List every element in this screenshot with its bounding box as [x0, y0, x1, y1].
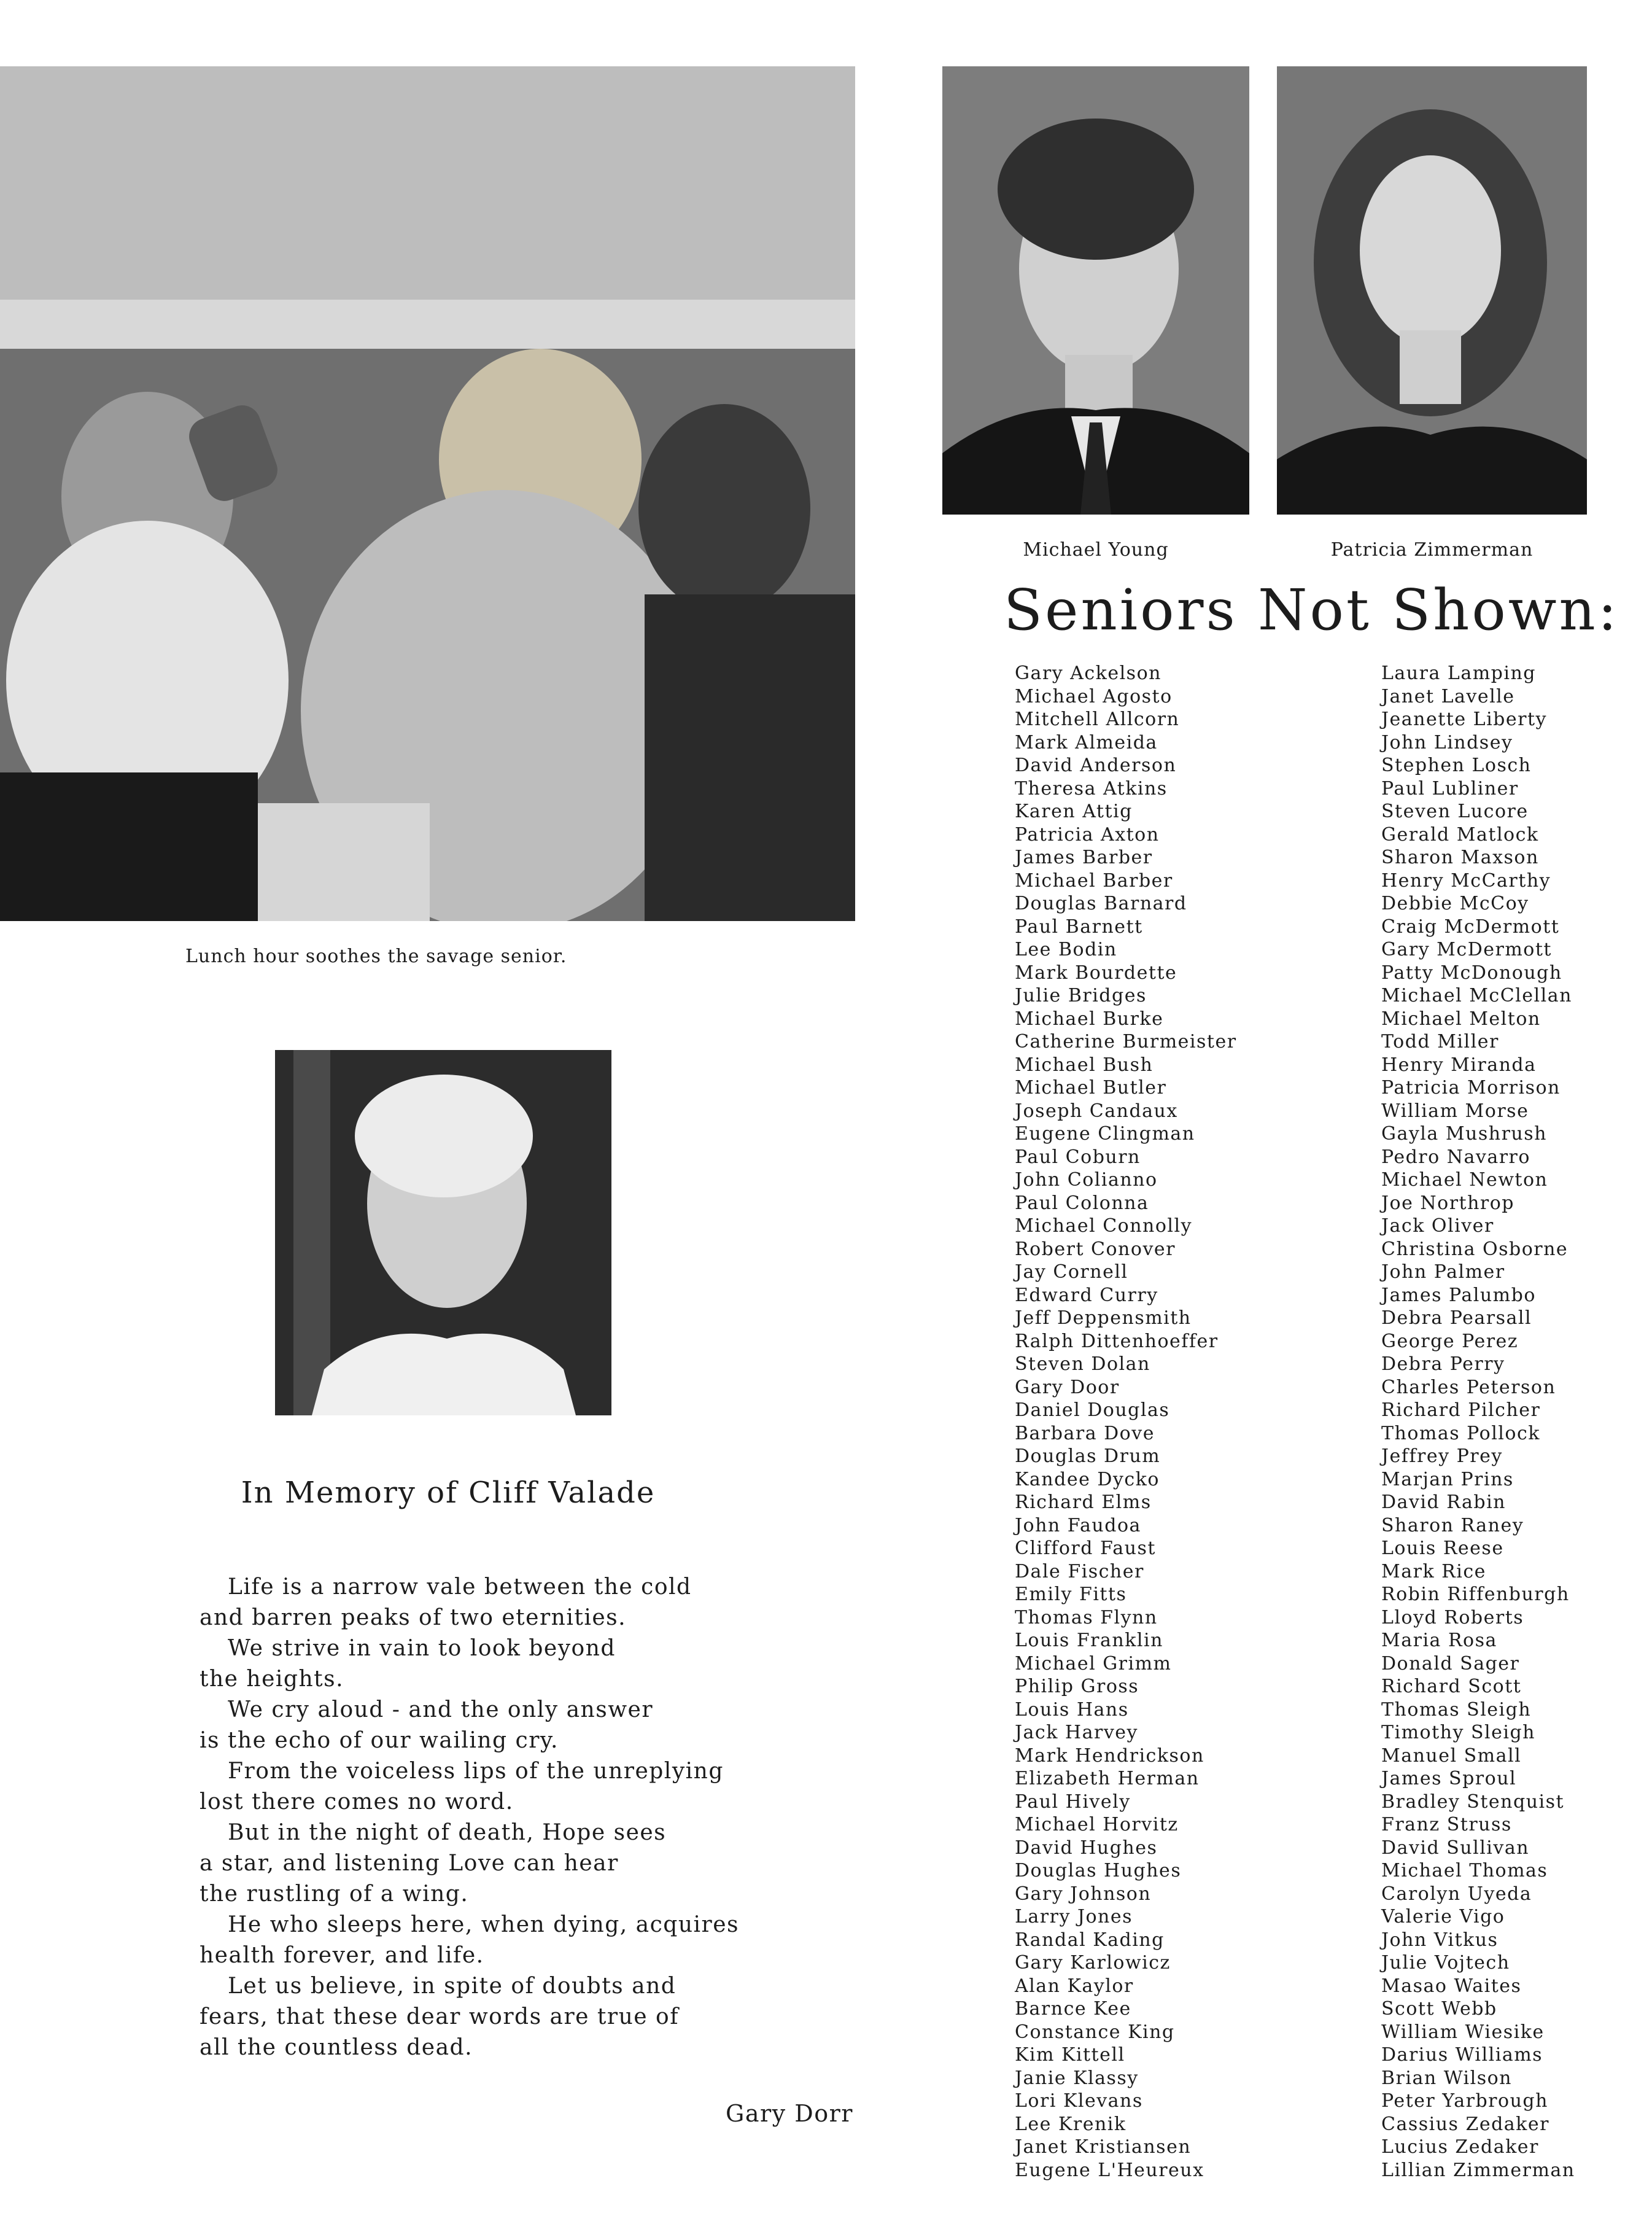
senior-name: Jeffrey Prey [1381, 1445, 1503, 1467]
senior-name: Janie Klassy [1015, 2067, 1139, 2089]
senior-name: John Colianno [1015, 1169, 1158, 1191]
senior-name: Maria Rosa [1381, 1630, 1497, 1651]
poem-line: the heights. [200, 1667, 344, 1692]
senior-name: Elizabeth Herman [1015, 1768, 1200, 1789]
senior-name: Kim Kittell [1015, 2044, 1125, 2066]
senior-name: Richard Pilcher [1381, 1399, 1541, 1421]
senior-name: Cassius Zedaker [1381, 2113, 1549, 2135]
senior-name: Louis Franklin [1015, 1630, 1163, 1651]
lunch-photo-caption: Lunch hour soothes the savage senior. [185, 946, 567, 967]
senior-name: John Lindsey [1381, 731, 1513, 753]
senior-name: Kandee Dycko [1015, 1468, 1160, 1490]
senior-name: Christina Osborne [1381, 1238, 1569, 1260]
poem-line: health forever, and life. [200, 1943, 484, 1968]
senior-name: William Morse [1381, 1100, 1529, 1122]
senior-name: Paul Coburn [1015, 1146, 1141, 1168]
senior-name: Joe Northrop [1381, 1192, 1515, 1214]
poem-line: We strive in vain to look beyond [228, 1636, 616, 1661]
senior-name: John Vitkus [1381, 1929, 1499, 1951]
senior-name: Randal Kading [1015, 1929, 1165, 1951]
senior-name: Debra Pearsall [1381, 1307, 1532, 1329]
senior-name: Steven Dolan [1015, 1353, 1150, 1375]
portrait-photo-patricia-zimmerman [1277, 66, 1587, 515]
senior-name: Marjan Prins [1381, 1468, 1514, 1490]
memorial-title: In Memory of Cliff Valade [241, 1476, 656, 1510]
senior-name: Karen Attig [1015, 801, 1133, 822]
senior-name: Gerald Matlock [1381, 823, 1539, 846]
senior-name: Carolyn Uyeda [1381, 1883, 1532, 1905]
senior-name: Julie Bridges [1015, 985, 1147, 1006]
senior-name: Thomas Sleigh [1381, 1698, 1532, 1721]
poem-line: He who sleeps here, when dying, acquires [228, 1912, 740, 1937]
senior-name: William Wiesike [1381, 2021, 1545, 2043]
senior-name: Robin Riffenburgh [1381, 1584, 1570, 1605]
senior-name: Jay Cornell [1015, 1261, 1128, 1283]
poem-line: a star, and listening Love can hear [200, 1851, 619, 1876]
senior-name: Michael Bush [1015, 1054, 1154, 1076]
senior-name: James Sproul [1381, 1768, 1517, 1789]
senior-name: Laura Lamping [1381, 663, 1536, 684]
senior-name: Richard Scott [1381, 1676, 1522, 1697]
poem-line: all the countless dead. [200, 2035, 473, 2060]
senior-name: Mark Almeida [1015, 731, 1158, 753]
memorial-photo [275, 1050, 611, 1415]
senior-name: Timothy Sleigh [1381, 1722, 1535, 1743]
senior-name: James Barber [1015, 847, 1153, 868]
senior-name: Lori Klevans [1015, 2090, 1143, 2112]
senior-name: Louis Reese [1381, 1538, 1504, 1559]
senior-name: Janet Kristiansen [1015, 2136, 1192, 2158]
senior-name: Philip Gross [1015, 1676, 1139, 1697]
senior-name: Gayla Mushrush [1381, 1123, 1547, 1145]
senior-name: Patty McDonough [1381, 962, 1562, 984]
senior-name: Patricia Morrison [1381, 1077, 1561, 1099]
senior-name: Valerie Vigo [1381, 1906, 1505, 1927]
senior-name: Sharon Maxson [1381, 847, 1539, 868]
senior-name: Catherine Burmeister [1015, 1031, 1237, 1052]
senior-name: Darius Williams [1381, 2044, 1543, 2066]
portrait-name-patricia-zimmerman: Patricia Zimmerman [1330, 539, 1534, 561]
poem-line: We cry aloud - and the only answer [228, 1697, 654, 1722]
senior-name: James Palumbo [1381, 1284, 1536, 1306]
poem-line: Let us believe, in spite of doubts and [228, 1974, 677, 1999]
senior-name: Mark Hendrickson [1015, 1744, 1204, 1767]
senior-name: Debbie McCoy [1381, 893, 1529, 914]
senior-name: Michael Agosto [1015, 685, 1173, 707]
senior-name: John Faudoa [1015, 1514, 1141, 1536]
senior-name: Michael Horvitz [1015, 1814, 1179, 1835]
poem-line: Life is a narrow vale between the cold [228, 1574, 692, 1600]
poem-line: lost there comes no word. [200, 1789, 514, 1814]
senior-name: Debra Perry [1381, 1353, 1505, 1375]
senior-name: Bradley Stenquist [1381, 1791, 1565, 1813]
senior-name: Louis Hans [1015, 1698, 1129, 1721]
senior-name: Michael Grimm [1015, 1652, 1172, 1674]
senior-name: John Palmer [1381, 1261, 1505, 1283]
senior-name: Manuel Small [1381, 1744, 1522, 1767]
senior-name: Henry McCarthy [1381, 869, 1551, 892]
seniors-not-shown-heading: Seniors Not Shown: [1004, 577, 1619, 643]
senior-name: Paul Hively [1015, 1791, 1131, 1813]
poem-line: From the voiceless lips of the unreplying [228, 1759, 724, 1784]
senior-name: Thomas Flynn [1015, 1606, 1158, 1628]
senior-name: David Sullivan [1381, 1837, 1530, 1859]
portrait-photo-michael-young [942, 66, 1249, 515]
senior-name: Mark Bourdette [1015, 962, 1177, 984]
poem-line: is the echo of our wailing cry. [200, 1728, 559, 1753]
senior-name: David Hughes [1015, 1837, 1158, 1859]
senior-name: Daniel Douglas [1015, 1399, 1170, 1421]
senior-name: Richard Elms [1015, 1492, 1152, 1513]
senior-name: George Perez [1381, 1330, 1519, 1352]
lunch-photo [0, 66, 855, 921]
senior-name: Larry Jones [1015, 1906, 1133, 1927]
senior-name: David Anderson [1015, 755, 1177, 776]
senior-name: Stephen Losch [1381, 755, 1532, 776]
senior-name: Joseph Candaux [1015, 1100, 1178, 1122]
portrait-name-michael-young: Michael Young [1023, 539, 1169, 561]
senior-name: Michael Melton [1381, 1008, 1541, 1030]
senior-name: Lee Bodin [1015, 939, 1117, 960]
senior-name: Donald Sager [1381, 1652, 1520, 1674]
senior-name: Michael Thomas [1381, 1860, 1548, 1881]
poem-line: and barren peaks of two eternities. [200, 1605, 627, 1630]
senior-name: Jack Harvey [1015, 1722, 1138, 1743]
senior-name: Gary Johnson [1015, 1883, 1152, 1905]
senior-name: Jack Oliver [1381, 1215, 1494, 1237]
senior-name: Michael McClellan [1381, 985, 1572, 1006]
senior-name: Robert Conover [1015, 1238, 1176, 1260]
senior-name: Jeff Deppensmith [1015, 1307, 1192, 1329]
senior-name: Steven Lucore [1381, 801, 1529, 822]
senior-name: Michael Connolly [1015, 1215, 1193, 1237]
senior-name: Emily Fitts [1015, 1584, 1127, 1605]
senior-name: Michael Burke [1015, 1008, 1164, 1030]
poem-line: fears, that these dear words are true of [200, 2004, 680, 2029]
senior-name: Lucius Zedaker [1381, 2136, 1539, 2158]
senior-name: Edward Curry [1015, 1284, 1158, 1306]
senior-name: Lee Krenik [1015, 2113, 1127, 2135]
senior-name: David Rabin [1381, 1492, 1507, 1513]
senior-name: Dale Fischer [1015, 1560, 1144, 1582]
senior-name: Clifford Faust [1015, 1538, 1156, 1559]
senior-name: Sharon Raney [1381, 1514, 1524, 1536]
senior-name: Paul Colonna [1015, 1192, 1149, 1214]
senior-name: Gary Door [1015, 1376, 1120, 1398]
senior-name: Charles Peterson [1381, 1376, 1556, 1398]
senior-name: Theresa Atkins [1015, 777, 1168, 799]
poem-author: Gary Dorr [726, 2100, 853, 2127]
names-column-1 [1015, 662, 1237, 2182]
senior-name: Gary Ackelson [1015, 663, 1161, 684]
senior-name: Lillian Zimmerman [1381, 2159, 1575, 2181]
senior-name: Brian Wilson [1381, 2067, 1512, 2089]
senior-name: Michael Butler [1015, 1077, 1167, 1099]
senior-name: Gary McDermott [1381, 939, 1552, 960]
senior-name: Scott Webb [1381, 1998, 1497, 2020]
poem-line: But in the night of death, Hope sees [228, 1820, 667, 1845]
senior-name: Craig McDermott [1381, 916, 1560, 938]
senior-name: Paul Lubliner [1381, 777, 1519, 799]
senior-name: Masao Waites [1381, 1975, 1522, 1997]
senior-name: Pedro Navarro [1381, 1146, 1530, 1168]
senior-name: Barbara Dove [1015, 1422, 1155, 1444]
memorial-poem [200, 1572, 740, 2063]
senior-name: Paul Barnett [1015, 916, 1143, 938]
senior-name: Douglas Drum [1015, 1445, 1161, 1467]
senior-name: Peter Yarbrough [1381, 2090, 1548, 2112]
senior-name: Michael Newton [1381, 1169, 1548, 1191]
senior-name: Eugene Clingman [1015, 1123, 1195, 1145]
poem-line: the rustling of a wing. [200, 1881, 469, 1907]
senior-name: Constance King [1015, 2021, 1175, 2043]
names-column-2 [1381, 662, 1575, 2182]
senior-name: Douglas Hughes [1015, 1860, 1182, 1881]
senior-name: Barnce Kee [1015, 1998, 1131, 2020]
senior-name: Gary Karlowicz [1015, 1952, 1171, 1974]
senior-name: Ralph Dittenhoeffer [1015, 1330, 1219, 1352]
senior-name: Mitchell Allcorn [1015, 709, 1180, 730]
senior-name: Julie Vojtech [1381, 1952, 1510, 1974]
senior-name: Eugene L'Heureux [1015, 2159, 1204, 2181]
senior-name: Douglas Barnard [1015, 893, 1187, 914]
senior-name: Alan Kaylor [1015, 1975, 1134, 1997]
senior-name: Jeanette Liberty [1381, 709, 1547, 730]
senior-name: Patricia Axton [1015, 823, 1160, 846]
senior-name: Todd Miller [1381, 1031, 1499, 1052]
senior-name: Mark Rice [1381, 1560, 1486, 1582]
senior-name: Michael Barber [1015, 869, 1173, 892]
senior-name: Janet Lavelle [1381, 685, 1515, 707]
senior-name: Franz Struss [1381, 1814, 1512, 1835]
senior-name: Lloyd Roberts [1381, 1606, 1524, 1628]
senior-name: Henry Miranda [1381, 1054, 1537, 1076]
senior-name: Thomas Pollock [1381, 1422, 1540, 1444]
